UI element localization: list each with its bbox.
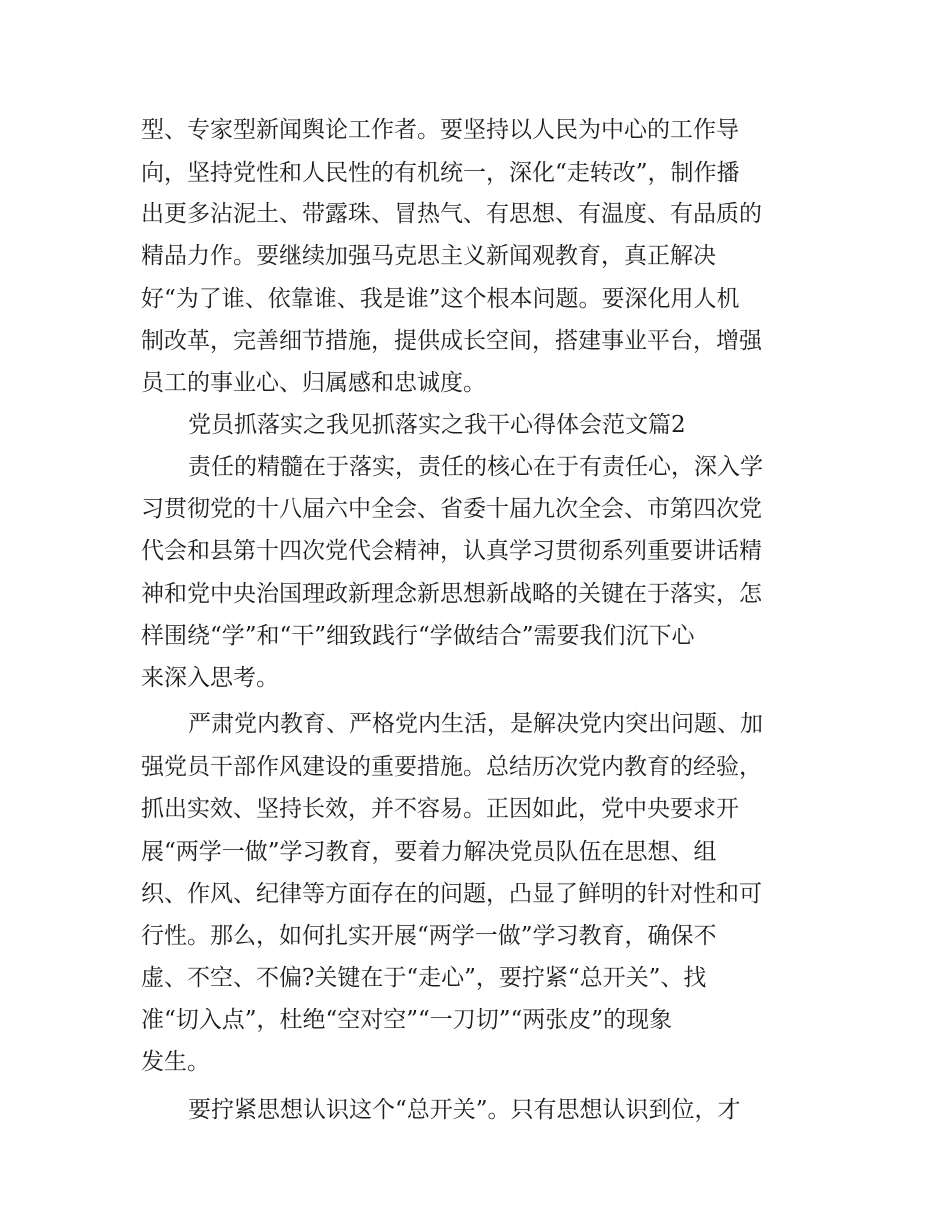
section-heading: 党员抓落实之我见抓落实之我干心得体会范文篇2: [188, 412, 686, 438]
paragraph-line: 强党员干部作风建设的重要措施。总结历次党内教育的经验，: [141, 754, 762, 780]
paragraph-line: 神和党中央治国理政新理念新思想新战略的关键在于落实，怎: [141, 581, 762, 607]
paragraph-line: 严肃党内教育、严格党内生活，是解决党内突出问题、加: [188, 711, 763, 737]
paragraph-line: 习贯彻党的十八届六中全会、省委十届九次全会、市第四次党: [141, 496, 762, 522]
paragraph-line: 虚、不空、不偏?关键在于“走心”，要拧紧“总开关”、找: [141, 965, 707, 991]
paragraph-line: 发生。: [141, 1049, 210, 1075]
paragraph-line: 织、作风、纪律等方面存在的问题，凸显了鲜明的针对性和可: [141, 881, 762, 907]
paragraph-line: 好“为了谁、依靠谁、我是谁”这个根本问题。要深化用人机: [141, 286, 740, 312]
paragraph-line: 准“切入点”，杜绝“空对空”“一刀切”“两张皮”的现象: [141, 1007, 673, 1033]
paragraph-line: 代会和县第十四次党代会精神，认真学习贯彻系列重要讲话精: [141, 538, 762, 564]
paragraph-line: 展“两学一做”学习教育，要着力解决党员队伍在思想、组: [141, 839, 717, 865]
paragraph-line: 行性。那么，如何扎实开展“两学一做”学习教育，确保不: [141, 923, 717, 949]
paragraph-line: 型、专家型新闻舆论工作者。要坚持以人民为中心的工作导: [141, 117, 739, 143]
paragraph-line: 精品力作。要继续加强马克思主义新闻观教育，真正解决: [141, 243, 716, 269]
paragraph-line: 抓出实效、坚持长效，并不容易。正因如此，党中央要求开: [141, 796, 739, 822]
paragraph-line: 出更多沾泥土、带露珠、冒热气、有思想、有温度、有品质的: [141, 201, 762, 227]
paragraph-line: 向，坚持党性和人民性的有机统一，深化“走转改”，制作播: [141, 160, 740, 186]
paragraph-line: 来深入思考。: [141, 665, 279, 691]
paragraph-line: 员工的事业心、归属感和忠诚度。: [141, 370, 486, 396]
paragraph-line: 制改革，完善细节措施，提供成长空间，搭建事业平台，增强: [141, 328, 762, 354]
paragraph-line: 样围绕“学”和“干”细致践行“学做结合”需要我们沉下心: [141, 623, 695, 649]
paragraph-line: 责任的精髓在于落实，责任的核心在于有责任心，深入学: [188, 454, 763, 480]
paragraph-line: 要拧紧思想认识这个“总开关”。只有思想认识到位，才: [188, 1097, 741, 1123]
